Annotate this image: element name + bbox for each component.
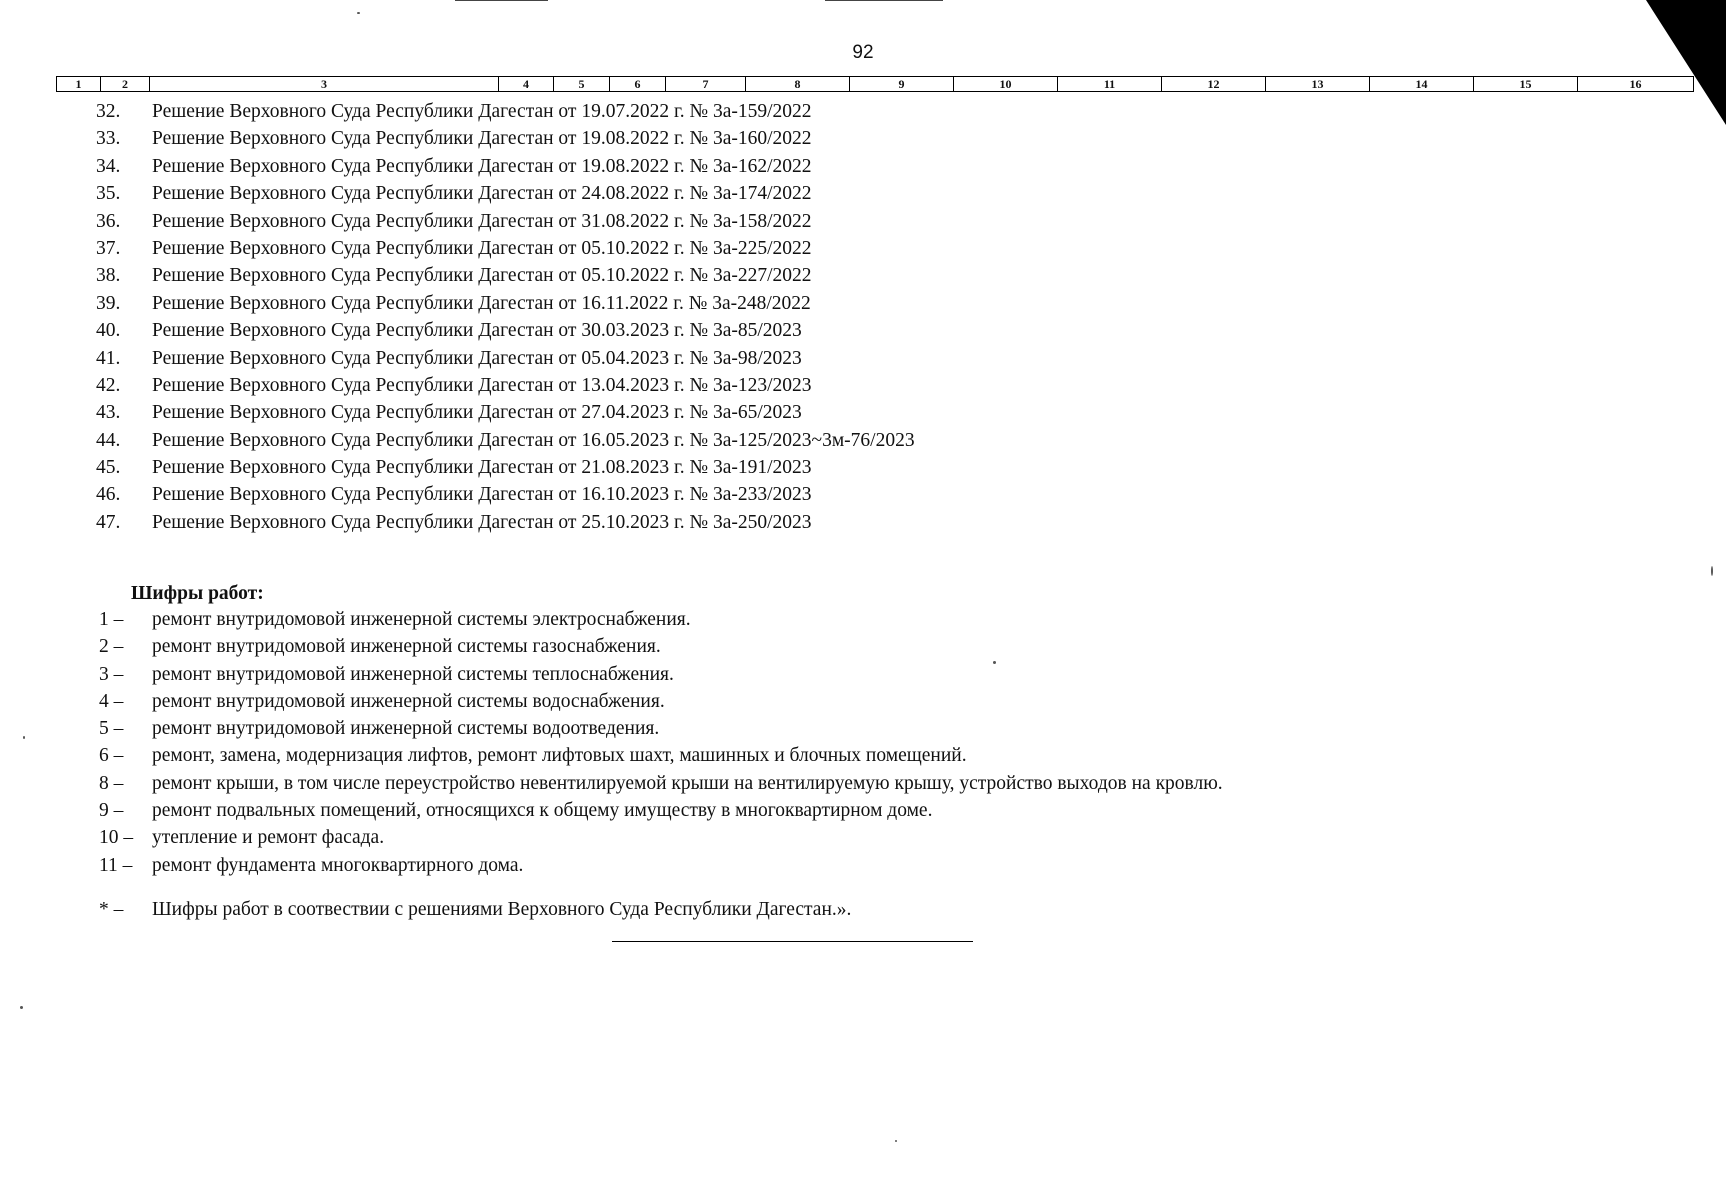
- column-header: 9: [850, 77, 954, 92]
- work-code-description: ремонт внутридомовой инженерной системы водоснабжения.: [152, 690, 665, 712]
- work-code: 5 –: [99, 718, 124, 740]
- closing-rule: [612, 941, 973, 942]
- item-number: 40.: [96, 320, 121, 342]
- list-item: [99, 797, 1223, 824]
- item-text: Решение Верховного Суда Республики Дагестан от 05.10.2022 г. № 3а-225/2022: [152, 237, 812, 259]
- work-code: 3 –: [99, 663, 124, 685]
- work-codes-list: [99, 606, 1223, 879]
- page-number: 92: [852, 42, 874, 63]
- scan-speck: [357, 12, 360, 14]
- footnote-marker: * –: [99, 899, 124, 920]
- list-item: [96, 372, 915, 399]
- item-number: 32.: [96, 101, 121, 122]
- column-header: 7: [666, 77, 746, 92]
- list-item: [96, 153, 915, 180]
- item-text: Решение Верховного Суда Республики Дагестан от 19.08.2022 г. № 3а-160/2022: [152, 128, 812, 150]
- work-code: 6 –: [99, 745, 124, 767]
- column-header: 12: [1162, 77, 1266, 92]
- list-item: [96, 290, 915, 317]
- work-code-description: ремонт внутридомовой инженерной системы электроснабжения.: [152, 609, 691, 630]
- work-code-description: ремонт крыши, в том числе переустройство невентилируемой крыши на вентилируемую крышу, устройство выходов на кровлю.: [152, 772, 1223, 794]
- court-decisions-list: [96, 98, 915, 536]
- item-number: 45.: [96, 457, 121, 479]
- column-header: 8: [746, 77, 850, 92]
- work-code-description: утепление и ремонт фасада.: [152, 827, 385, 849]
- list-item: [96, 98, 915, 125]
- work-code: 9 –: [99, 800, 124, 822]
- column-header: 14: [1370, 77, 1474, 92]
- work-code: 11 –: [99, 854, 133, 876]
- list-item: [99, 661, 1223, 688]
- item-text: Решение Верховного Суда Республики Дагестан от 13.04.2023 г. № 3а-123/2023: [152, 374, 812, 396]
- scan-artifact-line: [825, 0, 943, 1]
- footnote: [99, 899, 851, 921]
- item-text: Решение Верховного Суда Республики Дагестан от 05.04.2023 г. № 3а-98/2023: [152, 347, 802, 369]
- item-text: Решение Верховного Суда Республики Дагестан от 27.04.2023 г. № 3а-65/2023: [152, 402, 802, 424]
- item-text: Решение Верховного Суда Республики Дагестан от 30.03.2023 г. № 3а-85/2023: [152, 320, 802, 342]
- list-item: [96, 454, 915, 481]
- list-item: [99, 770, 1223, 797]
- list-item: [99, 688, 1223, 715]
- list-item: [96, 180, 915, 207]
- column-header: 3: [150, 77, 499, 92]
- footnote-text: Шифры работ в соотвествии с решениями Верховного Суда Республики Дагестан.».: [152, 899, 852, 920]
- item-text: Решение Верховного Суда Республики Дагестан от 21.08.2023 г. № 3а-191/2023: [152, 457, 812, 479]
- scan-speck: [1711, 566, 1713, 576]
- item-text: Решение Верховного Суда Республики Дагестан от 24.08.2022 г. № 3а-174/2022: [152, 183, 812, 205]
- list-item: [96, 235, 915, 262]
- work-code-description: ремонт внутридомовой инженерной системы водоотведения.: [152, 718, 660, 740]
- scan-speck: [20, 1006, 23, 1009]
- item-text: Решение Верховного Суда Республики Дагестан от 25.10.2023 г. № 3а-250/2023: [152, 511, 812, 533]
- list-item: [96, 317, 915, 344]
- item-text: Решение Верховного Суда Республики Дагестан от 16.10.2023 г. № 3а-233/2023: [152, 484, 812, 506]
- list-item: [96, 262, 915, 289]
- scan-speck: [23, 736, 25, 739]
- work-code: 1 –: [99, 609, 124, 630]
- item-text: Решение Верховного Суда Республики Дагестан от 16.05.2023 г. № 3а-125/2023~3м-76/2023: [152, 429, 915, 451]
- work-code: 2 –: [99, 636, 124, 658]
- list-item: [96, 125, 915, 152]
- list-item: [96, 208, 915, 235]
- item-number: 39.: [96, 292, 121, 314]
- list-item: [96, 509, 915, 536]
- item-number: 37.: [96, 237, 121, 259]
- column-header: 16: [1578, 77, 1694, 92]
- work-codes-heading: Шифры работ:: [131, 583, 264, 604]
- column-header: 13: [1266, 77, 1370, 92]
- item-number: 33.: [96, 128, 121, 150]
- item-number: 34.: [96, 155, 121, 177]
- item-text: Решение Верховного Суда Республики Дагестан от 16.11.2022 г. № 3а-248/2022: [152, 292, 811, 314]
- work-code: 4 –: [99, 690, 124, 712]
- list-item: [96, 399, 915, 426]
- work-code: 8 –: [99, 772, 124, 794]
- column-header-table: [56, 76, 1694, 92]
- item-number: 36.: [96, 210, 121, 232]
- item-text: Решение Верховного Суда Республики Дагестан от 05.10.2022 г. № 3а-227/2022: [152, 265, 812, 287]
- work-code-description: ремонт фундамента многоквартирного дома.: [152, 854, 524, 876]
- work-code-description: ремонт внутридомовой инженерной системы теплоснабжения.: [152, 663, 674, 685]
- item-number: 44.: [96, 429, 121, 451]
- list-item: [99, 715, 1223, 742]
- work-code-description: ремонт внутридомовой инженерной системы газоснабжения.: [152, 636, 661, 658]
- list-item: [99, 633, 1223, 660]
- scan-speck: [895, 1140, 897, 1142]
- item-text: Решение Верховного Суда Республики Дагестан от 19.08.2022 г. № 3а-162/2022: [152, 155, 812, 177]
- column-header: 2: [101, 77, 150, 92]
- item-number: 35.: [96, 183, 121, 205]
- list-item: [96, 427, 915, 454]
- item-number: 43.: [96, 402, 121, 424]
- scan-artifact-line: [455, 0, 548, 1]
- work-code: 10 –: [99, 827, 134, 849]
- item-number: 41.: [96, 347, 121, 369]
- item-number: 42.: [96, 374, 121, 396]
- item-text: Решение Верховного Суда Республики Дагестан от 19.07.2022 г. № 3а-159/2022: [152, 101, 812, 122]
- work-code-description: ремонт подвальных помещений, относящихся к общему имуществу в многоквартирном доме.: [152, 800, 933, 822]
- column-header: 15: [1474, 77, 1578, 92]
- list-item: [96, 345, 915, 372]
- list-item: [99, 824, 1223, 851]
- column-header: 10: [954, 77, 1058, 92]
- work-code-description: ремонт, замена, модернизация лифтов, ремонт лифтовых шахт, машинных и блочных помещений.: [152, 745, 967, 767]
- item-text: Решение Верховного Суда Республики Дагестан от 31.08.2022 г. № 3а-158/2022: [152, 210, 812, 232]
- column-header: 6: [610, 77, 666, 92]
- list-item: [99, 852, 1223, 879]
- item-number: 38.: [96, 265, 121, 287]
- item-number: 46.: [96, 484, 121, 506]
- list-item: [99, 606, 1223, 633]
- column-header: 1: [57, 77, 101, 92]
- column-header: 4: [499, 77, 554, 92]
- list-item: [96, 481, 915, 508]
- column-header: 11: [1058, 77, 1162, 92]
- list-item: [99, 742, 1223, 769]
- column-header: 5: [554, 77, 610, 92]
- item-number: 47.: [96, 511, 121, 533]
